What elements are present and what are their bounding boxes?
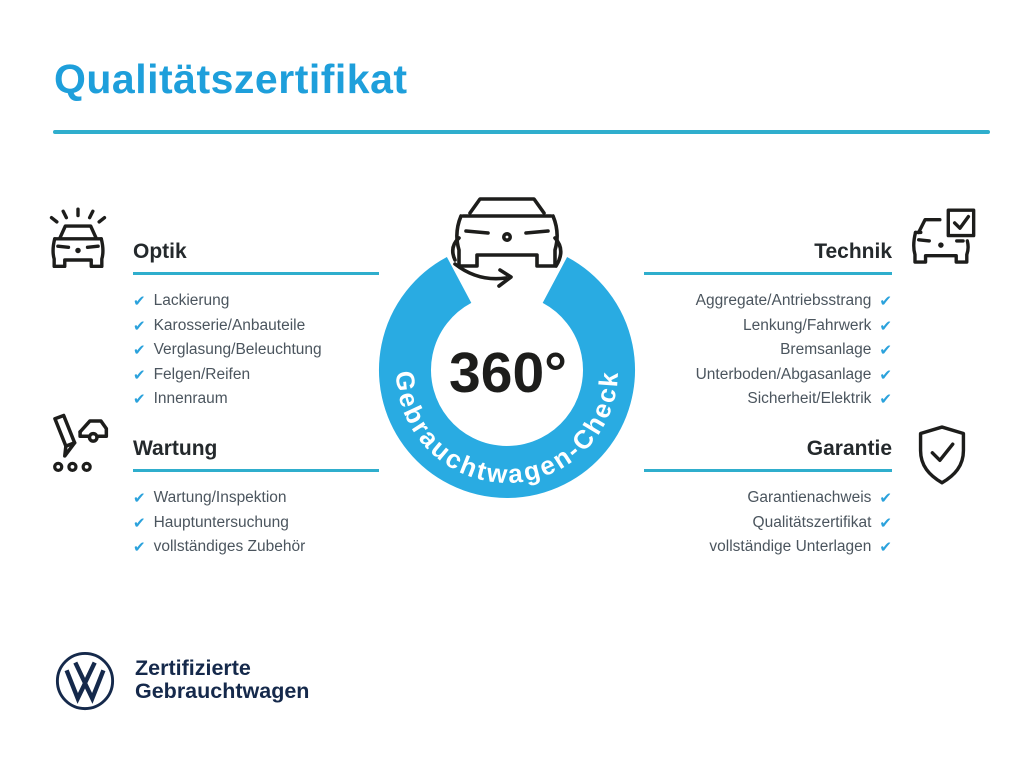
check-icon: ✔ — [879, 538, 892, 557]
check-icon: ✔ — [879, 365, 892, 384]
item-label: Lenkung/Fahrwerk — [743, 316, 872, 334]
shield-check-icon — [912, 422, 972, 490]
footer-line2: Gebrauchtwagen — [135, 679, 310, 703]
check-icon: ✔ — [133, 316, 146, 335]
footer-line1: Zertifizierte — [135, 656, 251, 680]
check-icon: ✔ — [133, 341, 146, 360]
badge-360 — [360, 183, 660, 513]
check-icon: ✔ — [879, 390, 892, 409]
check-icon: ✔ — [133, 513, 146, 532]
check-icon: ✔ — [133, 292, 146, 311]
badge-ring-text: Gebrauchtwagen-Check — [389, 369, 625, 490]
section-title-optik: Optik — [133, 240, 187, 263]
section-rule — [133, 469, 379, 472]
check-icon: ✔ — [879, 341, 892, 360]
check-icon: ✔ — [879, 489, 892, 508]
item-label: Innenraum — [153, 390, 228, 408]
check-icon: ✔ — [133, 390, 146, 409]
item-label: Garantienachweis — [747, 489, 872, 507]
service-checklist-icon — [44, 410, 114, 480]
checklist-item — [542, 511, 892, 536]
item-label: Wartung/Inspektion — [153, 489, 287, 507]
checklist-item — [133, 535, 483, 560]
title-divider — [53, 130, 990, 134]
section-title-technik: Technik — [814, 240, 892, 263]
item-label: Karosserie/Anbauteile — [153, 316, 306, 334]
item-label: vollständiges Zubehör — [153, 538, 306, 556]
car-shine-icon — [44, 206, 112, 278]
checklist-item — [133, 511, 483, 536]
badge-center-label: 360° — [449, 341, 567, 405]
check-icon: ✔ — [133, 365, 146, 384]
section-title-garantie: Garantie — [806, 437, 892, 460]
checklist-item — [542, 535, 892, 560]
page-title: Qualitätszertifikat — [54, 56, 408, 102]
item-label: Sicherheit/Elektrik — [747, 390, 872, 408]
item-label: Lackierung — [153, 292, 230, 310]
item-label: Verglasung/Beleuchtung — [153, 341, 322, 359]
item-label: Felgen/Reifen — [153, 365, 251, 383]
check-icon: ✔ — [133, 489, 146, 508]
item-label: Bremsanlage — [780, 341, 872, 359]
section-rule — [644, 272, 892, 275]
item-label: vollständige Unterlagen — [709, 538, 872, 556]
item-label: Qualitätszertifikat — [752, 513, 872, 531]
section-title-wartung: Wartung — [133, 437, 218, 460]
vw-logo — [54, 650, 116, 712]
item-label: Aggregate/Antriebsstrang — [695, 292, 872, 310]
check-icon: ✔ — [879, 513, 892, 532]
check-icon: ✔ — [879, 292, 892, 311]
car-rotation-icon — [453, 199, 561, 286]
section-rule — [133, 272, 379, 275]
check-icon: ✔ — [133, 538, 146, 557]
item-label: Hauptuntersuchung — [153, 513, 289, 531]
section-rule — [644, 469, 892, 472]
item-label: Unterboden/Abgasanlage — [695, 365, 872, 383]
car-checkbox-icon — [908, 206, 978, 280]
check-icon: ✔ — [879, 316, 892, 335]
footer-wordmark — [135, 657, 309, 703]
